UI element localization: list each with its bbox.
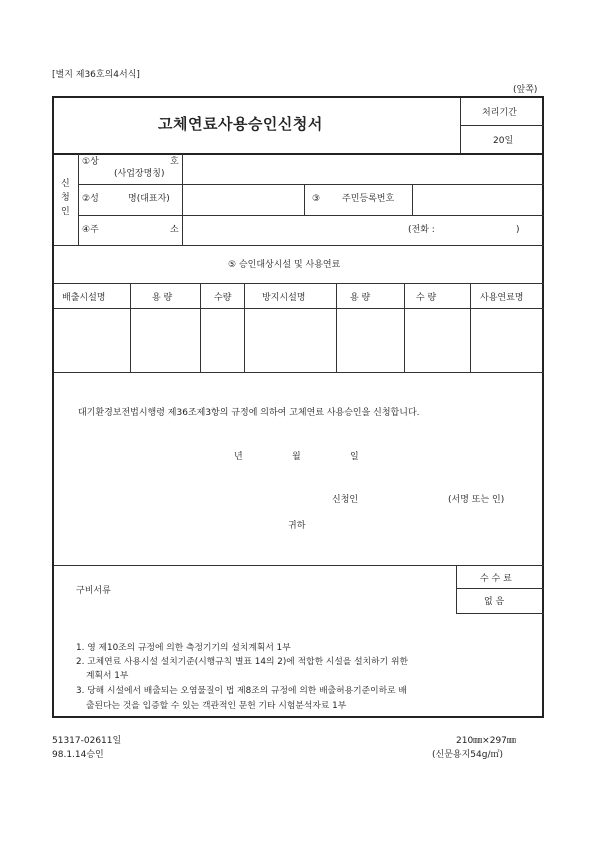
document-item-1: 1. 영 제10조의 규정에 의한 측정기기의 설치계획서 1부 — [76, 643, 291, 653]
footer-paper-size: 210㎜×297㎜ — [456, 736, 516, 746]
application-form — [52, 96, 544, 718]
phone-close-paren: ) — [516, 225, 520, 235]
applicant-group-char-1: 신 — [61, 179, 70, 189]
addressee-label: 귀하 — [288, 521, 306, 531]
processing-period-value: 20일 — [493, 136, 514, 146]
table-header-prevention-facility: 방지시설명 — [262, 293, 306, 303]
date-day-label: 일 — [350, 452, 359, 462]
fee-value: 없 음 — [484, 597, 505, 607]
table-header-capacity: 용 량 — [152, 293, 173, 303]
applicant-sign-label: 신청인 — [332, 495, 359, 505]
applicant-group-char-2: 청 — [61, 193, 70, 203]
address-label-right: 소 — [170, 225, 179, 235]
business-name-sublabel: (사업장명칭) — [114, 169, 165, 179]
business-name-label-right: 호 — [170, 157, 179, 167]
fee-label: 수 수 료 — [480, 574, 512, 584]
footer-approval-date: 98.1.14승인 — [52, 750, 104, 760]
application-statement: 대기환경보전법시행령 제36조제3항의 규정에 의하여 고체연료 사용승인을 신청합니다. — [78, 408, 420, 418]
document-item-3-cont: 출된다는 것을 입증할 수 있는 객관적인 문헌 기타 시험분석자료 1부 — [86, 701, 347, 711]
date-month-label: 월 — [292, 452, 301, 462]
applicant-group-char-3: 인 — [61, 207, 70, 217]
document-item-2-cont: 계획서 1부 — [86, 671, 129, 681]
document-item-2: 2. 고체연료 사용시설 설치기준(시행규칙 별표 14의 2)에 적합한 시설을 설치하기 위한 — [76, 657, 408, 667]
representative-name-label: ②성 — [82, 194, 99, 204]
footer-paper-type: (신문용지54g/㎡) — [432, 750, 503, 760]
date-year-label: 년 — [234, 452, 243, 462]
documents-label: 구비서류 — [76, 586, 111, 596]
document-item-3: 3. 당해 시설에서 배출되는 오염물질이 법 제8조의 규정에 의한 배출허용기준이하로 배 — [76, 686, 407, 696]
table-header-quantity: 수량 — [214, 293, 232, 303]
table-header-prevention-quantity: 수 량 — [416, 293, 437, 303]
form-number-label: [별지 제36호의4서식] — [52, 70, 140, 80]
table-header-prevention-capacity: 용 량 — [350, 293, 371, 303]
sign-or-seal-note: (서명 또는 인) — [448, 495, 505, 505]
address-label: ④주 — [82, 225, 99, 235]
processing-period-label: 처리기간 — [482, 108, 517, 118]
resident-number-marker: ③ — [312, 194, 321, 204]
table-header-emission-facility: 배출시설명 — [62, 293, 106, 303]
form-title: 고체연료사용승인신청서 — [158, 115, 323, 133]
footer-form-code: 51317-02611일 — [52, 736, 122, 746]
front-side-label: (앞쪽) — [513, 85, 538, 95]
business-name-label: ①상 — [82, 157, 99, 167]
phone-label: (전화 : — [408, 225, 435, 235]
table-header-fuel-name: 사용연료명 — [480, 293, 524, 303]
facility-section-title: ⑤ 승인대상시설 및 사용연료 — [228, 260, 341, 270]
representative-name-label-right: 명(대표자) — [128, 194, 170, 204]
resident-number-label: 주민등록번호 — [342, 194, 395, 204]
